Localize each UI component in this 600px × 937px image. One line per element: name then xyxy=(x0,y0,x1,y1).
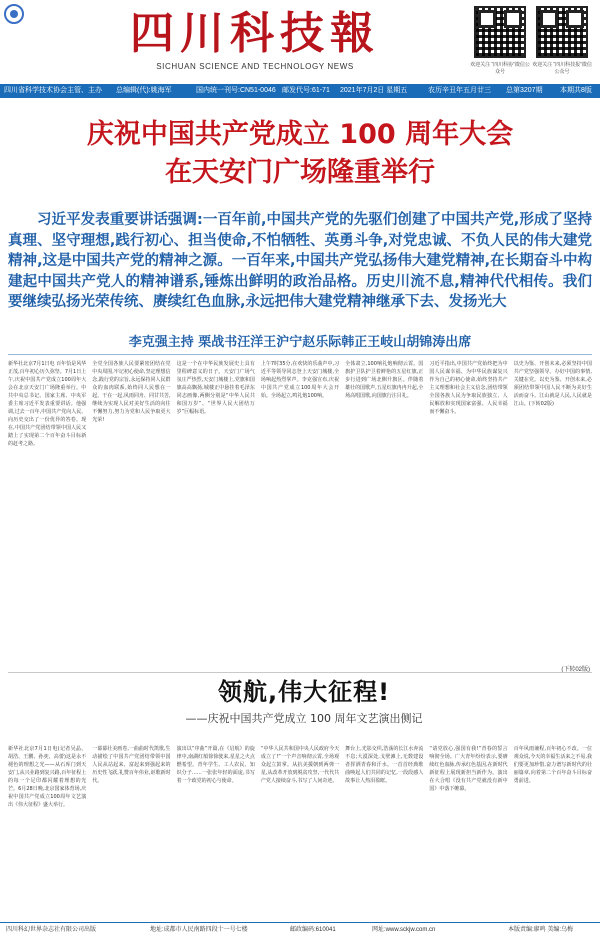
main-headline: 庆祝中国共产党成立 100 周年大会 xyxy=(86,119,514,150)
text-column: 全体肃立,100响礼炮响彻云霄。国旗护卫队护卫着鲜艳的五星红旗,正步行进到广场北侧升旗区。伴随着雄壮的国歌声,五星红旗冉冉升起,全场高唱国歌,向国旗行注目礼。 xyxy=(345,361,424,399)
qr-caption: 欢迎关注 “四川科技报”微信公众号 xyxy=(532,62,592,75)
qr-code-icon xyxy=(474,6,526,58)
postcode: 邮政编码:610041 xyxy=(290,927,336,933)
issue-date: 2021年7月2日 星期五 xyxy=(340,87,408,94)
text-column: “请党放心,强国有我!”青春的誓言响彻全场。广大青年纷纷表示,要赓续红色血脉,传承红色基因,在新时代新征程上展现新担当新作为。演出在大合唱《没有共产党就没有新中国》中落下帷幕。 xyxy=(429,746,508,792)
paper-name: 四川科技報 xyxy=(130,8,380,59)
paper-english-name: SICHUAN SCIENCE AND TECHNOLOGY NEWS xyxy=(156,62,354,71)
article-feature-body xyxy=(8,745,592,917)
qr-code-icon xyxy=(536,6,588,58)
page-count: 本期共8版 xyxy=(560,87,592,94)
text-column: 演出以“序曲”开篇,在《启航》的旋律中,南湖红船徐徐驶来,星星之火点燃希望。青年学生、工人农民、知识分子……一张张年轻的面庞,书写着一个政党的初心与使命。 xyxy=(176,746,255,784)
address: 地址:成都市人民南路四段十一号七楼 xyxy=(150,927,248,933)
editor: 总编辑(代):姚海军 xyxy=(116,87,172,94)
text-column: 新华社北京7月1日电 百年恰是风华正茂,百年初心历久弥坚。7月1日上午,庆祝中国共产党成立100周年大会在北京天安门广场隆重举行。中共中央总书记、国家主席、中央军委主席习近平发表重要讲话。他强调,过去一百年,中国共产党向人民、向历史交出了一份优异的答卷。现在,中国共产党团结带领中国人民又踏上了实现第二个百年奋斗目标新的赶考之路。 xyxy=(8,361,87,447)
text-column: 以史为鉴、开创未来,必须坚持中国共产党坚强领导。办好中国的事情,关键在党。以史为鉴、开创未来,必须团结带领中国人民不断为美好生活而奋斗。江山就是人民,人民就是江山。(下转02版) xyxy=(513,361,592,407)
footer xyxy=(0,922,600,937)
text-column: 新华社北京7月1日电(记者吴晶、胡浩、王鹏、孙奕、高蕾)这是永不褪色的理想之光——从石库门到天安门,从兴业路到复兴路,百年征程上的每一个足印都闪耀着理想的光芒。6月28日晚,北京国家体育场,庆祝中国共产党成立100周年文艺演出《伟大征程》盛大举行。 xyxy=(8,746,87,808)
text-column: 上午7时35分,在欢快的乐曲声中,习近平等领导同志登上天安门城楼,全场响起热烈掌声。李克强宣布,庆祝中国共产党成立100周年大会开始。全场起立,鸣礼炮100响。 xyxy=(260,361,340,399)
masthead xyxy=(0,0,600,82)
publisher: 四川科幻世界杂志社有限公司出版 xyxy=(6,927,97,933)
speech-summary: 习近平发表重要讲话强调:一百年前,中国共产党的先驱们创建了中国共产党,形成了坚持真理、坚守理想,践行初心、担当使命,不怕牺牲、英勇斗争,对党忠诚、不负人民的伟大建党精神,这是中国共产党的精神之源。一百年来,中国共产党弘扬伟大建党精神,在长期奋斗中构建起中国共产党人的精神谱系,锤炼出鲜明的政治品格。历史川流不息,精神代代相传。我们要继续弘扬光荣传统、赓续红色血脉,永远把伟大建党精神继承下去、发扬光大 xyxy=(8,212,592,310)
qr-caption: 欢迎关注 “四川科协”微信公众号 xyxy=(470,62,530,75)
sast-logo-icon xyxy=(4,4,24,24)
feature-headline-box xyxy=(156,677,452,739)
website: 网址:www.sckjw.com.cn xyxy=(372,927,436,933)
text-column: 全党全国各族人民要紧密团结在党中央周围,牢记初心使命,坚定理想信念,践行党的宗旨,永远保持同人民群众的血肉联系,始终同人民想在一起、干在一起,风雨同舟、同甘共苦,继续为实现人民对美好生活的向往不懈努力,努力为党和人民争取更大光荣! xyxy=(92,361,171,423)
text-column: 这是一个在中华民族发展史上具有里程碑意义的日子。天安门广场气氛庄严热烈,天安门城楼上,党旗和国旗高高飘扬,城楼正中悬挂着毛泽东同志画像,两侧分别是“中华人民共和国万岁”、“世界人民大团结万岁”巨幅标语。 xyxy=(176,361,255,415)
info-bar xyxy=(0,84,600,98)
text-column: “中华人民共和国中央人民政府今天成立了!”一个声音响彻云霄,全场观众起立鼓掌。从抗美援朝到两弹一星,从改革开放到脱贫攻坚,一代代共产党人接续奋斗,书写了人间奇迹。 xyxy=(260,746,340,784)
post-code: 邮发代号:61-71 xyxy=(282,87,330,94)
attendees-line: 李克强主持 栗战书汪洋王沪宁赵乐际韩正王岐山胡锦涛出席 xyxy=(128,335,472,350)
text-column: 一幕幕壮美画卷,一曲曲时代凯歌,生动描绘了中国共产党团结带领中国人民从站起来、富起来到强起来的历史性飞跃,礼赞百年伟业,讴歌新时代。 xyxy=(92,746,171,784)
article-main-body xyxy=(8,360,592,672)
main-headline-line2: 在天安门广场隆重举行 xyxy=(165,157,435,188)
lunar-date: 农历辛丑年五月廿三 xyxy=(428,87,491,94)
cn-number: 国内统一刊号:CN51-0046 xyxy=(196,87,276,94)
divider xyxy=(8,672,592,673)
feature-subtitle: ——庆祝中国共产党成立 100 周年文艺演出侧记 xyxy=(185,712,423,725)
continued-note: (下转02版) xyxy=(561,667,590,673)
text-column: 百年风雨兼程,百年初心不改。一位观众说,今天的幸福生活来之不易,我们要更加珍惜,奋力谱写新时代的壮丽篇章,向着第二个百年奋斗目标奋勇前进。 xyxy=(513,746,592,784)
text-column: 舞台上,光影交织,浩荡的长江水奔流不息;大漠深处,戈壁滩上,无数建设者挥洒青春和汗水。一首首经典歌曲唤起人们共同的记忆,一段段感人故事让人热泪盈眶。 xyxy=(345,746,424,784)
page-staff: 本版责编:廖鸣 美编:乌梅 xyxy=(508,927,574,933)
issue-number: 总第3207期 xyxy=(506,87,543,94)
divider xyxy=(8,354,592,355)
feature-title: 领航,伟大征程! xyxy=(217,678,391,706)
text-column: 习近平指出,中国共产党始终把为中国人民谋幸福、为中华民族谋复兴作为自己的初心使命,始终坚持共产主义理想和社会主义信念,团结带领全国各族人民为争取民族独立、人民解放和实现国家富强、人民幸福而不懈奋斗。 xyxy=(429,361,508,415)
sponsor: 四川省科学技术协会主管、主办 xyxy=(4,87,102,94)
